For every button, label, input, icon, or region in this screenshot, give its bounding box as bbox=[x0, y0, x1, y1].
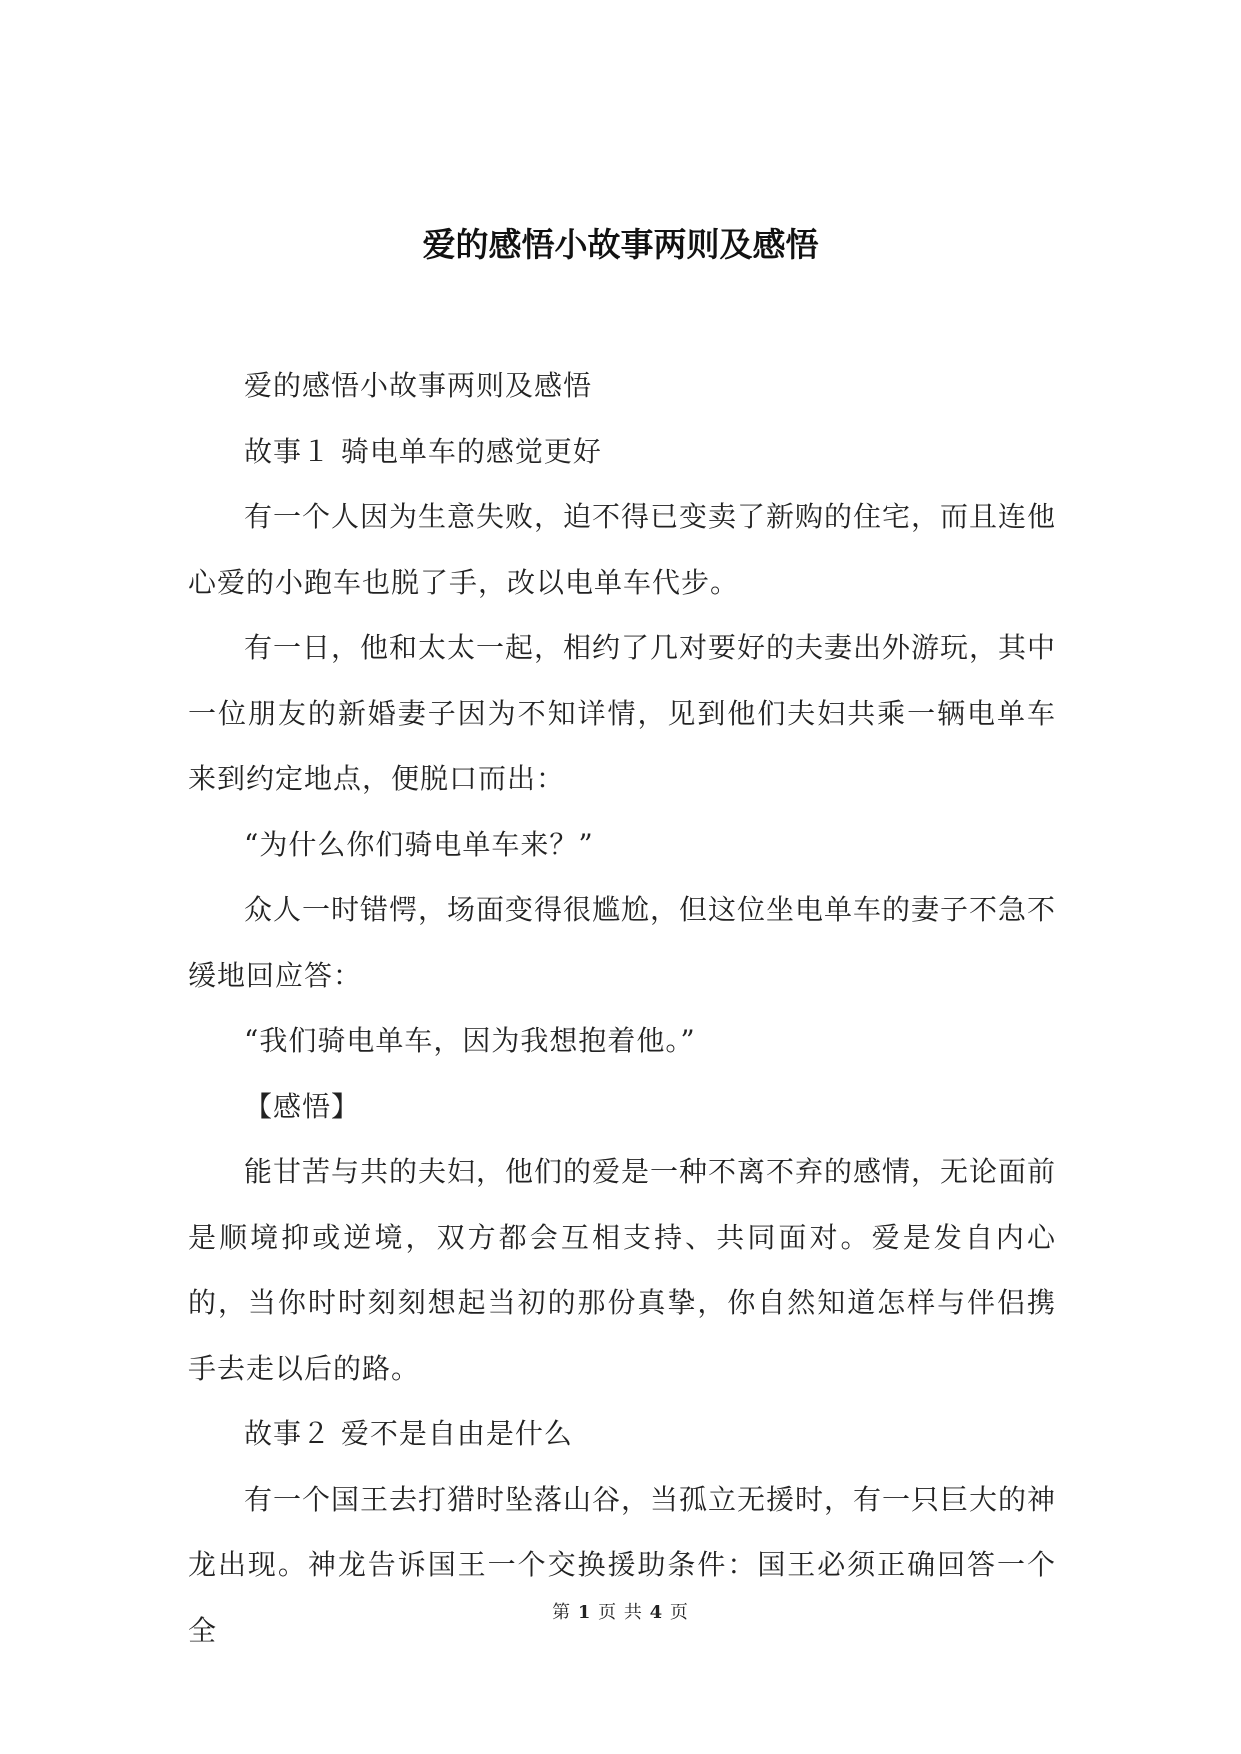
footer-prefix: 第 bbox=[552, 1602, 572, 1623]
total-page-number: 4 bbox=[649, 1602, 664, 1623]
paragraph: 有一个人因为生意失败，迫不得已变卖了新购的住宅，而且连他心爱的小跑车也脱了手，改以电单车代步。 bbox=[188, 500, 1057, 599]
paragraph-heading: 爱的感悟小故事两则及感悟 bbox=[244, 369, 593, 402]
document-body bbox=[188, 353, 1056, 1663]
paragraph: 有一个国王去打猎时坠落山谷，当孤立无援时，有一只巨大的神龙出现。神龙告诉国王一个交换援助条件：国王必须正确回答一个全 bbox=[188, 1482, 1057, 1647]
footer-suffix: 页 bbox=[669, 1602, 689, 1623]
paragraph: 能甘苦与共的夫妇，他们的爱是一种不离不弃的感情，无论面前是顺境抑或逆境，双方都会互相支持、共同面对。爱是发自内心的，当你时时刻刻想起当初的那份真挚，你自然知道怎样与伴侣携手去走以后的路。 bbox=[188, 1155, 1057, 1385]
reflection-heading: 【感悟】 bbox=[244, 1089, 361, 1123]
story-2-title: 故事２ 爱不是自由是什么 bbox=[244, 1417, 573, 1450]
footer-middle: 页 共 bbox=[598, 1602, 643, 1623]
paragraph: 有一日，他和太太一起，相约了几对要好的夫妻出外游玩，其中一位朋友的新婚妻子因为不知详情，见到他们夫妇共乘一辆电单车来到约定地点，便脱口而出： bbox=[188, 631, 1057, 795]
current-page-number: 1 bbox=[577, 1602, 592, 1623]
page-number-footer bbox=[0, 1600, 1241, 1626]
paragraph: 众人一时错愕，场面变得很尴尬，但这位坐电单车的妻子不急不缓地回应答： bbox=[188, 893, 1057, 992]
story-1-title: 故事１ 骑电单车的感觉更好 bbox=[244, 434, 602, 468]
quote-paragraph: “为什么你们骑电单车来？” bbox=[244, 827, 594, 861]
document-title: 爱的感悟小故事两则及感悟 bbox=[422, 225, 819, 264]
quote-paragraph: “我们骑电单车，因为我想抱着他。” bbox=[244, 1024, 696, 1057]
